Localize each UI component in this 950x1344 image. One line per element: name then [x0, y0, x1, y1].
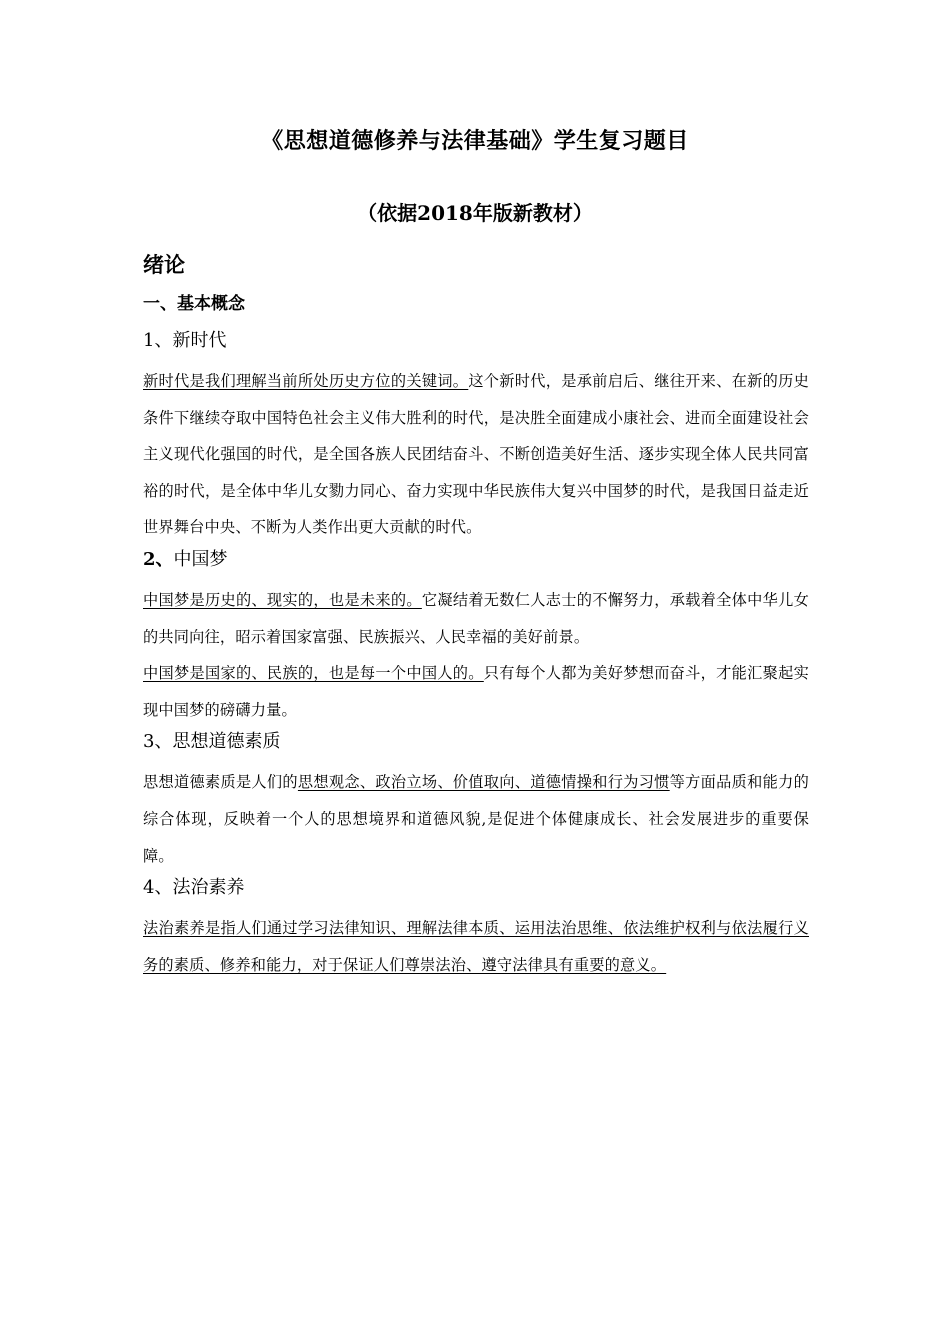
paragraph-new-era: [143, 363, 809, 546]
paragraph-china-dream-2: [143, 655, 809, 728]
item-number: 2: [143, 548, 156, 570]
underlined-text: 中国梦是历史的、现实的，也是未来的。: [143, 590, 422, 609]
paragraph-text: 它凝结着无数仁人志士的不懈努力，承载着全体中华儿女的共同向往，昭示着国家富强、民族振兴、人民幸福的美好前景。: [143, 590, 810, 646]
item-number: 3: [143, 731, 155, 753]
underlined-text: 新时代是我们理解当前所处历史方位的关键词。: [143, 372, 469, 390]
paragraph-moral-quality: [143, 764, 809, 874]
section-heading: 一、基本概念: [143, 294, 245, 314]
item-separator: 、: [155, 548, 174, 570]
item-title: 法治素养: [172, 877, 245, 899]
item-heading-1: [143, 327, 809, 363]
underlined-text: 法治素养是指人们通过学习法律知识、理解法律本质、运用法治思维、依法维护权利与依法履行义务的素质、修养和能力，对于保证人们尊崇法治、遵守法律具有重要的意义。: [143, 919, 809, 974]
item-number: 1: [143, 330, 155, 351]
paragraph-text-before: 思想道德素质是人们的: [143, 773, 298, 792]
paragraph-text: 这个新时代，是承前启后、继往开来、在新的历史条件下继续夺取中国特色社会主义伟大胜利的时代，是决胜全面建成小康社会、进而全面建设社会主义现代化强国的时代，是全国各族人民团结奋斗、不断创造美好生活、逐步实现全体人民共同富裕的时代，是全体中华儿女勠力同心、奋力实现中华民族伟大复兴中国梦的时代，是我国日益走近世界舞台中央、不断为人类作出更大贡献的时代。: [143, 372, 810, 537]
item-separator: 、: [154, 330, 173, 351]
paragraph-legal-literacy: [143, 910, 809, 983]
item-heading-4: [143, 874, 809, 910]
item-separator: 、: [154, 877, 173, 899]
document-subtitle: （依据2018年版新教材）: [357, 201, 593, 225]
underlined-text: 中国梦是国家的、民族的，也是每一个中国人的。: [143, 664, 484, 683]
item-heading-2: [143, 546, 809, 582]
paragraph-text: 等方面品质和能力的综合体现，反映着一个人的思想境界和道德风貌,是促进个体健康成长、社会发展进步的重要保障。: [143, 773, 809, 865]
item-number: 4: [143, 877, 155, 899]
document-body: [143, 248, 809, 983]
underlined-text: 思想观念、政治立场、价值取向、道德情操和行为习惯: [297, 773, 670, 792]
item-title: 新时代: [172, 330, 227, 351]
paragraph-china-dream-1: [143, 582, 809, 655]
item-heading-3: [143, 728, 809, 764]
document-title: 《思想道德修养与法律基础》学生复习题目: [261, 128, 689, 154]
item-title: 思想道德素质: [172, 731, 281, 753]
item-separator: 、: [154, 731, 173, 753]
item-title: 中国梦: [173, 548, 228, 570]
chapter-heading: 绪论: [143, 252, 185, 277]
paragraph-text: 只有每个人都为美好梦想而奋斗，才能汇聚起实现中国梦的磅礴力量。: [143, 664, 809, 719]
